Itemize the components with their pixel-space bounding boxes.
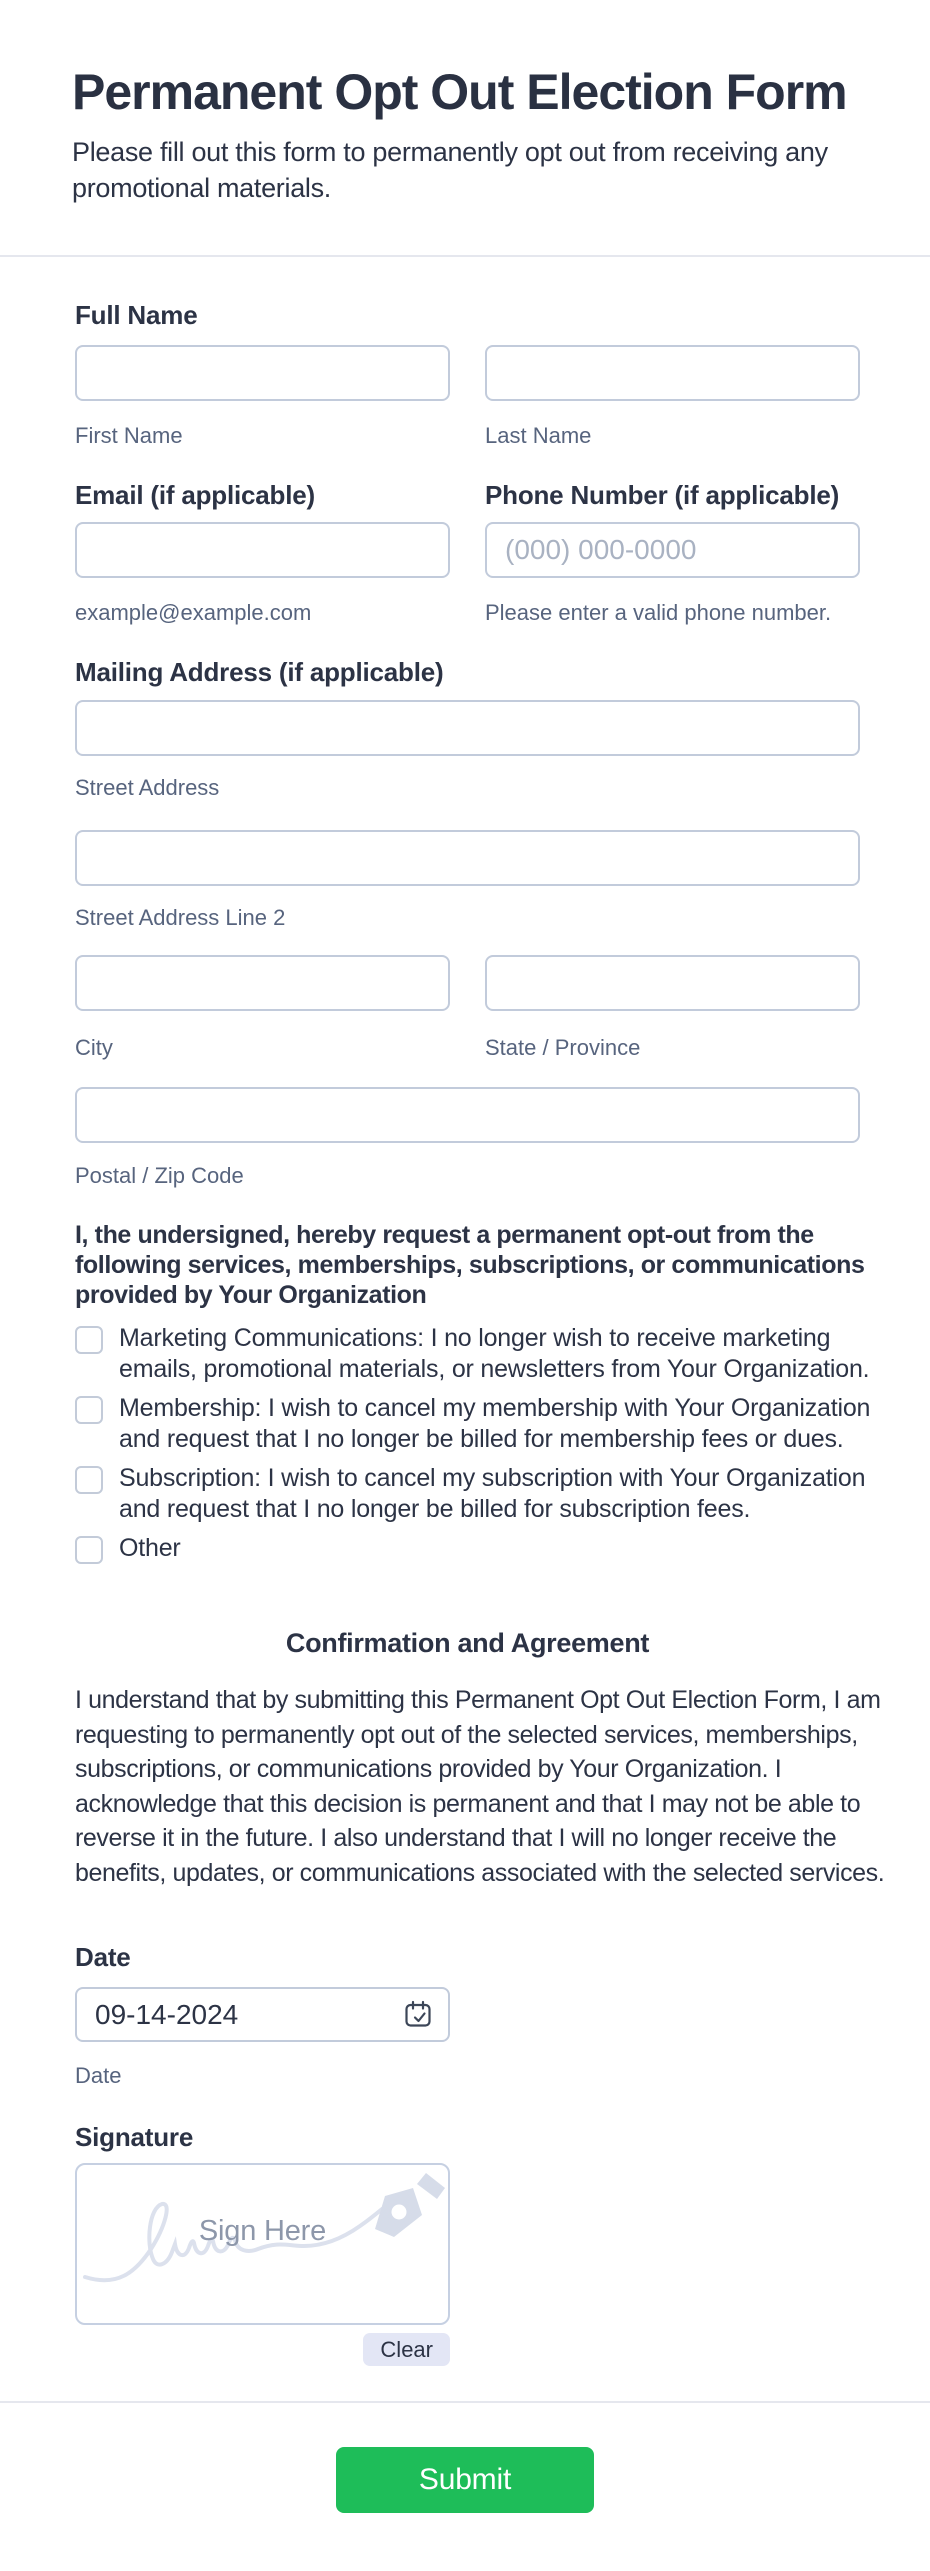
marketing-communications-checkbox[interactable] <box>75 1326 103 1354</box>
form-subtitle-line: Please fill out this form to permanently opt out from receiving any <box>72 137 828 167</box>
page-title: Permanent Opt Out Election Form <box>72 64 847 120</box>
option-subscription[interactable] <box>75 1463 866 1525</box>
opt-out-question-line: I, the undersigned, hereby request a permanent opt-out from the <box>75 1221 814 1249</box>
membership-checkbox[interactable] <box>75 1396 103 1424</box>
date-sublabel: Date <box>75 2063 122 2088</box>
form-footer <box>0 2403 930 2571</box>
first-name-input[interactable] <box>75 345 450 401</box>
calendar-check-icon[interactable] <box>404 2000 432 2028</box>
confirmation-section <box>75 1627 885 1890</box>
confirmation-line: I understand that by submitting this Permanent Opt Out Election Form, I am <box>75 1686 881 1714</box>
phone-label: Phone Number (if applicable) <box>485 480 840 510</box>
signature-pad[interactable] <box>75 2163 450 2325</box>
submit-button[interactable]: Submit <box>336 2447 594 2513</box>
clear-signature-button[interactable]: Clear <box>363 2333 450 2366</box>
last-name-input[interactable] <box>485 345 860 401</box>
date-input[interactable] <box>75 1987 450 2042</box>
form-body <box>0 300 930 2366</box>
confirmation-line: reverse it in the future. I also understand that I will no longer receive the <box>75 1824 837 1852</box>
postal-code-input[interactable] <box>75 1087 860 1143</box>
phone-sublabel: Please enter a valid phone number. <box>485 600 832 625</box>
option-other[interactable] <box>75 1533 860 1564</box>
signature-field <box>75 2122 860 2366</box>
opt-out-checkbox-field <box>75 1220 871 1564</box>
checkbox-label: Marketing Communications: I no longer wish to receive marketing emails, promotional materials, or newsletters from Your Organization. <box>119 1324 870 1383</box>
state-sublabel: State / Province <box>485 1035 641 1060</box>
date-label: Date <box>75 1942 131 1972</box>
city-input[interactable] <box>75 955 450 1011</box>
signature-label: Signature <box>75 2122 194 2152</box>
checkbox-label: Other <box>119 1534 181 1562</box>
postal-code-sublabel: Postal / Zip Code <box>75 1163 244 1188</box>
city-sublabel: City <box>75 1035 113 1060</box>
full-name-label: Full Name <box>75 300 198 330</box>
mailing-address-field <box>75 657 860 1189</box>
form-header <box>0 0 930 206</box>
sign-here-placeholder: Sign Here <box>198 2215 327 2247</box>
street-address-line2-sublabel: Street Address Line 2 <box>75 905 286 930</box>
email-input[interactable] <box>75 522 450 578</box>
mailing-address-label: Mailing Address (if applicable) <box>75 657 444 687</box>
subscription-checkbox[interactable] <box>75 1466 103 1494</box>
checkbox-label: Subscription: I wish to cancel my subscription with Your Organization and request that I no longer be billed for subscription fees. <box>119 1464 866 1523</box>
email-label: Email (if applicable) <box>75 480 315 510</box>
confirmation-paragraph <box>75 1683 885 1890</box>
option-membership[interactable] <box>75 1393 871 1455</box>
first-name-sublabel: First Name <box>75 423 183 448</box>
checkbox-list <box>75 1323 871 1564</box>
last-name-sublabel: Last Name <box>485 423 592 448</box>
confirmation-line: benefits, updates, or communications associated with the selected services. <box>75 1858 885 1887</box>
email-sublabel: example@example.com <box>75 600 312 625</box>
confirmation-line: acknowledge that this decision is permanent and that I may not be able to <box>75 1789 861 1818</box>
date-field <box>75 1942 860 2089</box>
checkbox-label: Membership: I wish to cancel my membership with Your Organization and request that I no longer be billed for membership fees or dues. <box>119 1394 871 1453</box>
confirmation-line: subscriptions, or communications provided by Your Organization. I <box>75 1755 782 1783</box>
full-name-field <box>75 300 860 449</box>
other-checkbox[interactable] <box>75 1536 103 1564</box>
phone-input[interactable] <box>485 522 860 578</box>
opt-out-question-label <box>75 1220 865 1310</box>
form-subtitle-line: promotional materials. <box>72 173 332 203</box>
confirmation-line: requesting to permanently opt out of the selected services, memberships, <box>75 1720 858 1749</box>
street-address-input[interactable] <box>75 700 860 756</box>
opt-out-question-line: following services, memberships, subscriptions, or communications <box>75 1251 865 1279</box>
option-marketing-communications[interactable] <box>75 1323 870 1385</box>
header-divider <box>0 255 930 257</box>
state-input[interactable] <box>485 955 860 1011</box>
form-subtitle <box>72 134 860 206</box>
street-address-line2-input[interactable] <box>75 830 860 886</box>
email-phone-fields <box>75 480 860 626</box>
opt-out-question-line: provided by Your Organization <box>75 1281 427 1309</box>
confirmation-heading: Confirmation and Agreement <box>285 1628 650 1658</box>
street-address-sublabel: Street Address <box>75 775 220 800</box>
